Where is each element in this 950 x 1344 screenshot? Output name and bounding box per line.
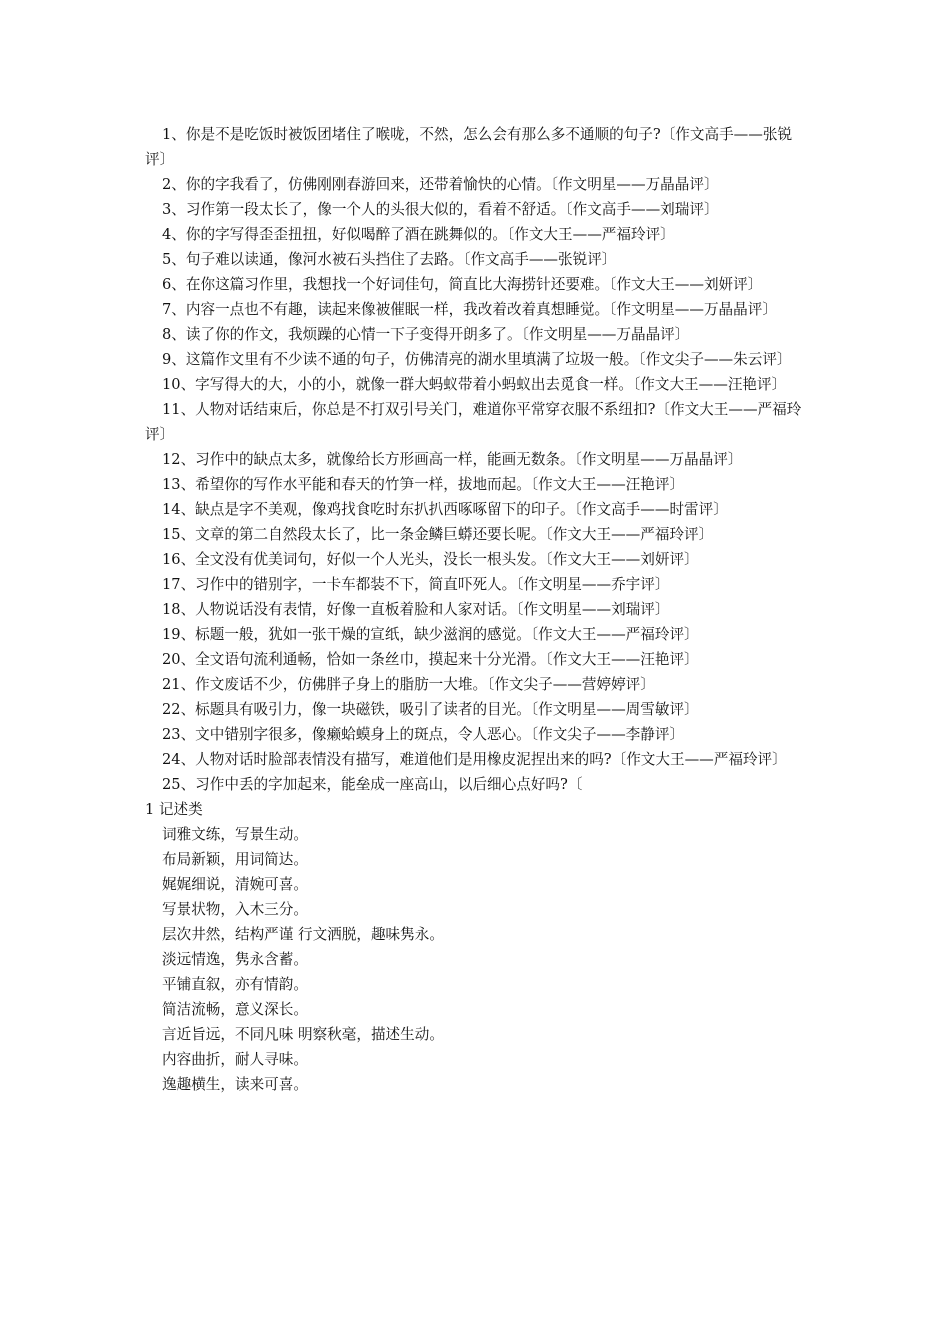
comment-item: 17、习作中的错别字，一卡车都装不下，简直吓死人。〔作文明星——乔宇评〕 [162,576,670,593]
document-body [145,122,810,1097]
comment-item: 7、内容一点也不有趣，读起来像被催眠一样，我改着改着真想睡觉。〔作文明星——万晶晶评〕 [162,301,777,318]
comment-item: 15、文章的第二自然段太长了，比一条金鳞巨蟒还要长呢。〔作文大王——严福玲评〕 [162,526,714,543]
comment-item: 18、人物说话没有表情，好像一直板着脸和人家对话。〔作文明星——刘瑞评〕 [162,601,670,618]
comment-item: 20、全文语句流利通畅，恰如一条丝巾，摸起来十分光滑。〔作文大王——汪艳评〕 [162,651,699,668]
comment-item: 2、你的字我看了，仿佛刚刚春游回来，还带着愉快的心情。〔作文明星——万晶晶评〕 [162,176,719,193]
phrase-item: 娓娓细说，清婉可喜。 [162,876,308,893]
comment-list [145,122,810,797]
section-heading: 1 记述类 [145,801,203,818]
comment-item: 6、在你这篇习作里，我想找一个好词佳句，简直比大海捞针还要难。〔作文大王——刘妍评〕 [162,276,763,293]
phrase-list [145,822,810,1097]
comment-item: 19、标题一般，犹如一张干燥的宣纸，缺少滋润的感觉。〔作文大王——严福玲评〕 [162,626,699,643]
phrase-item: 简洁流畅，意义深长。 [162,1001,308,1018]
comment-item: 14、缺点是字不美观，像鸡找食吃时东扒扒西啄啄留下的印子。〔作文高手——时雷评〕 [162,501,728,518]
phrase-item: 布局新颖，用词简达。 [162,851,308,868]
phrase-item: 词雅文练，写景生动。 [162,826,308,843]
phrase-item: 内容曲折，耐人寻味。 [162,1051,308,1068]
comment-item: 11、人物对话结束后，你总是不打双引号关门，难道你平常穿衣服不系纽扣?〔作文大王——严福玲评〕 [145,401,802,443]
comment-item: 23、文中错别字很多，像癞蛤蟆身上的斑点，令人恶心。〔作文尖子——李静评〕 [162,726,685,743]
phrase-item: 层次井然，结构严谨 行文洒脱，趣味隽永。 [162,926,444,943]
comment-item: 13、希望你的写作水平能和春天的竹笋一样，拔地而起。〔作文大王——汪艳评〕 [162,476,685,493]
phrase-item: 言近旨远，不同凡味 明察秋毫，描述生动。 [162,1026,444,1043]
phrase-item: 平铺直叙，亦有情韵。 [162,976,308,993]
phrase-item: 淡远情逸，隽永含蓄。 [162,951,308,968]
comment-item: 3、习作第一段太长了，像一个人的头很大似的，看着不舒适。〔作文高手——刘瑞评〕 [162,201,719,218]
comment-item: 5、句子难以读通，像河水被石头挡住了去路。〔作文高手——张锐评〕 [162,251,617,268]
comment-item: 25、习作中丢的字加起来，能垒成一座高山，以后细心点好吗?〔 [162,776,583,793]
phrase-item: 逸趣横生，读来可喜。 [162,1076,308,1093]
comment-item: 12、习作中的缺点太多，就像给长方形画高一样，能画无数条。〔作文明星——万晶晶评〕 [162,451,743,468]
comment-item: 24、人物对话时脸部表情没有描写，难道他们是用橡皮泥捏出来的吗?〔作文大王——严福玲评〕 [162,751,787,768]
comment-item: 22、标题具有吸引力，像一块磁铁，吸引了读者的目光。〔作文明星——周雪敏评〕 [162,701,699,718]
comment-item: 10、字写得大的大，小的小，就像一群大蚂蚁带着小蚂蚁出去觅食一样。〔作文大王——汪艳评〕 [162,376,787,393]
comment-item: 16、全文没有优美词句，好似一个人光头，没长一根头发。〔作文大王——刘妍评〕 [162,551,699,568]
comment-item: 4、你的字写得歪歪扭扭，好似喝醉了酒在跳舞似的。〔作文大王——严福玲评〕 [162,226,675,243]
comment-item: 1、你是不是吃饭时被饭团堵住了喉咙，不然，怎么会有那么多不通顺的句子?〔作文高手——张锐评〕 [145,126,793,168]
comment-item: 21、作文废话不少，仿佛胖子身上的脂肪一大堆。〔作文尖子——营婷婷评〕 [162,676,655,693]
comment-item: 9、这篇作文里有不少读不通的句子，仿佛清亮的湖水里填满了垃圾一般。〔作文尖子——朱云评〕 [162,351,792,368]
comment-item: 8、读了你的作文，我烦躁的心情一下子变得开朗多了。〔作文明星——万晶晶评〕 [162,326,690,343]
phrase-item: 写景状物，入木三分。 [162,901,308,918]
